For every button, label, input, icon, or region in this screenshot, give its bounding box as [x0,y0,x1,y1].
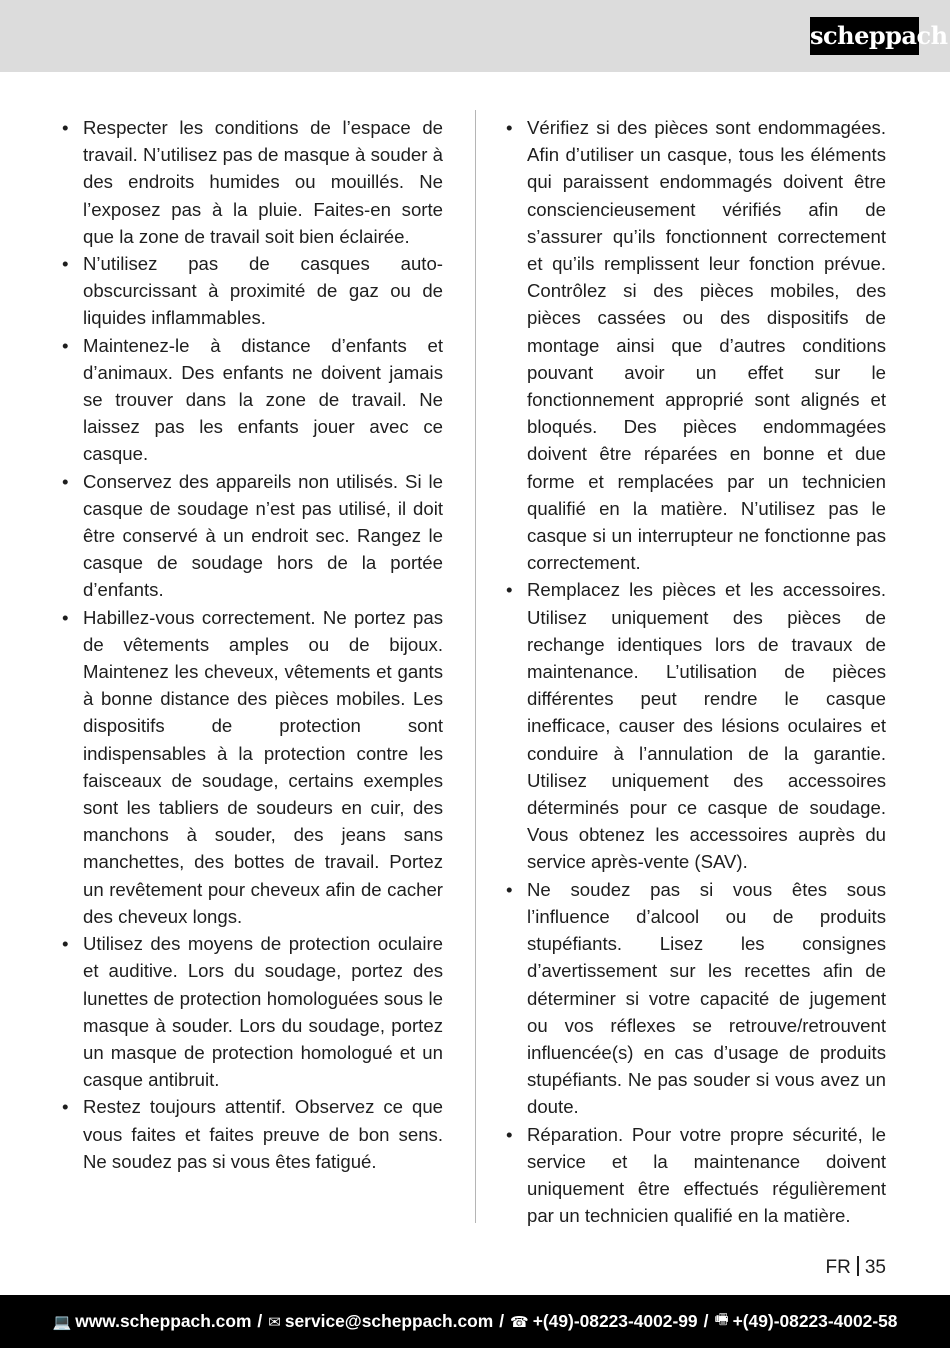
list-item-text: Utilisez des moyens de protection oculaire et auditive. Lors du soudage, portez des lunettes de protection homologuées sous le masque à souder. Lors du soudage, portez un masque de protection homologué et un casque antibruit. [83,933,443,1091]
list-item: • Conservez des appareils non utilisés. Si le casque de soudage n’est pas utilisé, il doit être conservé à un endroit sec. Rangez le casque de soudage hors de la portée d’enfants. [62,470,443,601]
footer-separator: / [703,1311,709,1331]
list-item-text: Habillez-vous correctement. Ne portez pas de vêtements amples ou de bijoux. Maintenez les cheveux, vêtements et gants à bonne distance des pièces mobiles. Les dispositifs de protection sont indispensables à la protection contre les faisceaux de soudage, certains exemples sont les tabliers de soudeurs en cuir, des manchons à souder, des jeans sans manchettes, des bottes de travail. Portez un revêtement pour cheveux afin de cacher des cheveux longs. [83,606,443,927]
list-item-text: N’utilisez pas de casques auto-obscurcissant à proximité de gaz ou de liquides inflammables. [83,253,443,329]
list-item-text: Maintenez-le à distance d’enfants et d’animaux. Des enfants ne doivent jamais se trouver dans la zone de travail. Ne laissez pas les enfants jouer avec ce casque. [83,334,443,465]
envelope-icon: ✉ [268,1313,281,1331]
list-item-text: Remplacez les pièces et les accessoires. Utilisez uniquement des pièces de rechange identiques lors de travaux de maintenance. L’utilisation de pièces différentes peut rendre le casque inefficace, causer des lésions oculaires et conduire à l’annulation de la garantie. Utilisez uniquement des accessoires déterminés pour ce casque de soudage. Vous obtenez les accessoires auprès du service après-vente (SAV). [527,579,886,873]
footer-website[interactable]: www.scheppach.com [75,1311,252,1331]
footer-phone: +(49)-08223-4002-99 [532,1311,698,1331]
list-item: • Vérifiez si des pièces sont endommagées. Afin d’utiliser un casque, tous les éléments qui paraissent endommagés doivent être consciencieusement vérifiés afin de s’assurer qu’ils fonctionnent correctement et qu’ils remplissent leur fonction prévue. Contrôlez si des pièces mobiles, des pièces cassées ou des dispositifs de montage ainsi que d’autres conditions pouvant avoir un effet sur le fonctionnement approprié sont alignés et bloqués. Des pièces endommagées doivent être réparées en bonne et due forme et remplacées par un technicien qualifié en la matière. N’utilisez pas le casque si un interrupteur ne fonctionne pas correctement. [506,117,886,574]
list-item: • Habillez-vous correctement. Ne portez pas de vêtements amples ou de bijoux. Maintenez les cheveux, vêtements et gants à bonne distance des pièces mobiles. Les dispositifs de protection sont indispensables à la protection contre les faisceaux de soudage, certains exemples sont les tabliers de soudeurs en cuir, des manchons à souder, des jeans sans manchettes, des bottes de travail. Portez un revêtement pour cheveux afin de cacher des cheveux longs. [62,606,443,927]
list-item: • Respecter les conditions de l’espace de travail. N’utilisez pas de masque à souder à des endroits humides ou mouillés. Ne l’exposez pas à la pluie. Faites-en sorte que la zone de travail soit bien éclairée. [62,117,443,247]
list-item: • Maintenez-le à distance d’enfants et d’animaux. Des enfants ne doivent jamais se trouver dans la zone de travail. Ne laissez pas les enfants jouer avec ce casque. [62,334,443,465]
list-item: • Restez toujours attentif. Observez ce que vous faites et faites preuve de bon sens. Ne soudez pas si vous êtes fatigué. [62,1096,443,1172]
page-number [826,1256,886,1280]
list-item-text: Conservez des appareils non utilisés. Si le casque de soudage n’est pas utilisé, il doit être conservé à un endroit sec. Rangez le casque de soudage hors de la portée d’enfants. [83,470,443,601]
telephone-icon: ☎ [510,1313,529,1331]
footer-fax: +(49)-08223-4002-58 [732,1311,898,1331]
column-divider [475,110,476,1223]
footer-separator: / [257,1311,263,1331]
list-item-text: Restez toujours attentif. Observez ce que vous faites et faites preuve de bon sens. Ne soudez pas si vous êtes fatigué. [83,1096,443,1172]
list-item-text: Vérifiez si des pièces sont endommagées. Afin d’utiliser un casque, tous les éléments qui paraissent endommagés doivent être consciencieusement vérifiés afin de s’assurer qu’ils fonctionnent correctement et qu’ils remplissent leur fonction prévue. Contrôlez si des pièces mobiles, des pièces cassées ou des dispositifs de montage ainsi que d’autres conditions pouvant avoir un effet sur le fonctionnement approprié sont alignés et bloqués. Des pièces endommagées doivent être réparées en bonne et due forme et remplacées par un technicien qualifié en la matière. N’utilisez pas le casque si un interrupteur ne fonctionne pas correctement. [527,117,886,574]
list-item: • Utilisez des moyens de protection oculaire et auditive. Lors du soudage, portez des lunettes de protection homologuées sous le masque à souder. Lors du soudage, portez un masque de protection homologué et un casque antibruit. [62,933,443,1091]
list-item: • N’utilisez pas de casques auto-obscurcissant à proximité de gaz ou de liquides inflammables. [62,253,443,329]
page-number-value: 35 [864,1257,886,1278]
footer-contact-bar [0,1295,950,1348]
list-item: • Ne soudez pas si vous êtes sous l’influence d’alcool ou de produits stupéfiants. Lisez les consignes d’avertissement sur les recettes afin de déterminer si votre capacité de jugement ou vos réflexes se retrouve/retrouvent influencée(s) en cas d’usage de produits stupéfiants. Ne pas souder si vous avez un doute. [506,878,886,1118]
page-language: FR [825,1257,851,1278]
right-column [506,114,886,1229]
list-item: • Réparation. Pour votre propre sécurité, le service et la maintenance doivent uniquement être effectués régulièrement par un technicien qualifié en la matière. [506,1123,886,1227]
list-item-text: Respecter les conditions de l’espace de travail. N’utilisez pas de masque à souder à des endroits humides ou mouillés. Ne l’exposez pas à la pluie. Faites-en sorte que la zone de travail soit bien éclairée. [83,117,443,247]
footer-separator: / [499,1311,505,1331]
scheppach-logo: scheppach [810,17,919,55]
computer-icon: 💻 [52,1313,72,1331]
list-item-text: Réparation. Pour votre propre sécurité, le service et la maintenance doivent uniquement être effectués régulièrement par un technicien qualifié en la matière. [527,1123,886,1227]
fax-icon: 🖷 [714,1311,729,1328]
header-band [0,0,950,72]
list-item-text: Ne soudez pas si vous êtes sous l’influence d’alcool ou de produits stupéfiants. Lisez les consignes d’avertissement sur les recettes afin de déterminer si votre capacité de jugement ou vos réflexes se retrouve/retrouvent influencée(s) en cas d’usage de produits stupéfiants. Ne pas souder si vous avez un doute. [527,878,886,1118]
footer-email[interactable]: service@scheppach.com [284,1311,494,1331]
page-number-separator [857,1256,859,1276]
left-column [62,114,443,1175]
list-item: • Remplacez les pièces et les accessoires. Utilisez uniquement des pièces de rechange identiques lors de travaux de maintenance. L’utilisation de pièces différentes peut rendre le casque inefficace, causer des lésions oculaires et conduire à l’annulation de la garantie. Utilisez uniquement des accessoires déterminés pour ce casque de soudage. Vous obtenez les accessoires auprès du service après-vente (SAV). [506,579,886,873]
